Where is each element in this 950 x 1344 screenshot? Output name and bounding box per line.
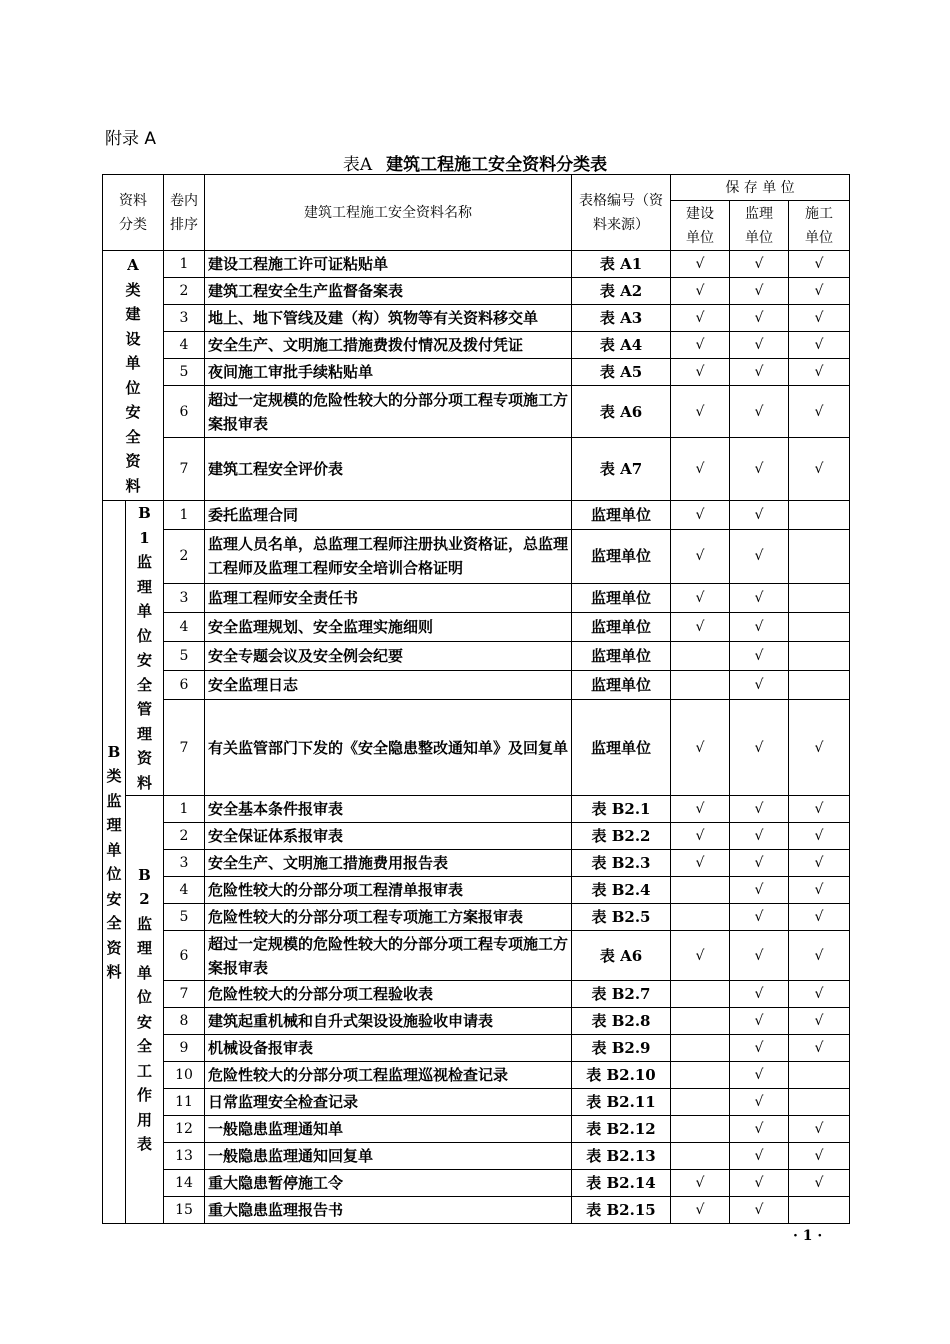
b2-row-1-name: 安全基本条件报审表 [205, 796, 572, 823]
b2-row-8-check-supervision: √ [730, 1008, 789, 1035]
b2-row-2-check-contractor: √ [789, 823, 850, 850]
b1-row-7-form-number: 监理单位 [572, 700, 671, 796]
a-row-4-form-number: 表 A4 [572, 332, 671, 359]
b1-row-5-order: 5 [164, 642, 205, 671]
b1-row-1-check-contractor [789, 501, 850, 530]
a-row-5-order: 5 [164, 359, 205, 386]
table-row [103, 501, 850, 530]
b2-row-14-form-number: 表 B2.14 [572, 1170, 671, 1197]
b2-row-11-form-number: 表 B2.11 [572, 1089, 671, 1116]
a-row-6-check-supervision: √ [730, 386, 789, 438]
a-row-2-name: 建筑工程安全生产监督备案表 [205, 278, 572, 305]
b2-row-1-check-supervision: √ [730, 796, 789, 823]
b2-row-12-name: 一般隐患监理通知单 [205, 1116, 572, 1143]
b1-row-2-form-number: 监理单位 [572, 530, 671, 584]
b1-row-5-check-supervision: √ [730, 642, 789, 671]
b1-row-7-check-contractor: √ [789, 700, 850, 796]
b2-row-10-order: 10 [164, 1062, 205, 1089]
b2-row-7-check-construction [671, 981, 730, 1008]
table-title [100, 150, 850, 175]
a-row-1-name: 建设工程施工许可证粘贴单 [205, 251, 572, 278]
table-row [103, 931, 850, 981]
b2-row-2-check-construction: √ [671, 823, 730, 850]
a-row-1-check-contractor: √ [789, 251, 850, 278]
b1-row-1-check-construction: √ [671, 501, 730, 530]
b1-row-3-check-construction: √ [671, 583, 730, 612]
table-row [103, 823, 850, 850]
a-row-3-check-contractor: √ [789, 305, 850, 332]
table-row [103, 359, 850, 386]
table-row [103, 700, 850, 796]
b2-row-8-name: 建筑起重机械和自升式架设设施验收申请表 [205, 1008, 572, 1035]
a-row-1-check-supervision: √ [730, 251, 789, 278]
b2-row-4-name: 危险性较大的分部分项工程清单报审表 [205, 877, 572, 904]
b1-row-7-name: 有关监管部门下发的《安全隐患整改通知单》及回复单 [205, 700, 572, 796]
header-unit-contractor: 施工单位 [789, 201, 850, 251]
b2-row-9-check-contractor: √ [789, 1035, 850, 1062]
a-row-6-order: 6 [164, 386, 205, 438]
table-row [103, 612, 850, 641]
b2-row-1-form-number: 表 B2.1 [572, 796, 671, 823]
b2-row-8-order: 8 [164, 1008, 205, 1035]
b2-row-13-order: 13 [164, 1143, 205, 1170]
b2-row-13-name: 一般隐患监理通知回复单 [205, 1143, 572, 1170]
table-row [103, 251, 850, 278]
header-category: 资料分类 [103, 175, 164, 251]
b1-row-3-name: 监理工程师安全责任书 [205, 583, 572, 612]
b2-row-11-check-contractor [789, 1089, 850, 1116]
b1-row-5-check-construction [671, 642, 730, 671]
b2-row-13-check-construction [671, 1143, 730, 1170]
b2-row-9-order: 9 [164, 1035, 205, 1062]
b1-row-4-name: 安全监理规划、安全监理实施细则 [205, 612, 572, 641]
a-row-5-check-supervision: √ [730, 359, 789, 386]
b2-row-15-check-supervision: √ [730, 1197, 789, 1224]
b2-row-10-check-contractor [789, 1062, 850, 1089]
b2-row-11-check-supervision: √ [730, 1089, 789, 1116]
table-row [103, 877, 850, 904]
table-row [103, 1116, 850, 1143]
appendix-label: 附录 A [105, 129, 157, 149]
b2-row-9-form-number: 表 B2.9 [572, 1035, 671, 1062]
b2-row-15-check-contractor [789, 1197, 850, 1224]
a-row-7-form-number: 表 A7 [572, 438, 671, 501]
a-row-1-check-construction: √ [671, 251, 730, 278]
b1-row-1-order: 1 [164, 501, 205, 530]
table-row [103, 1062, 850, 1089]
b1-row-4-check-construction: √ [671, 612, 730, 641]
b2-row-4-check-supervision: √ [730, 877, 789, 904]
b2-row-15-form-number: 表 B2.15 [572, 1197, 671, 1224]
b2-row-11-name: 日常监理安全检查记录 [205, 1089, 572, 1116]
b2-row-15-order: 15 [164, 1197, 205, 1224]
b2-row-5-order: 5 [164, 904, 205, 931]
b2-row-15-check-construction: √ [671, 1197, 730, 1224]
b2-row-4-check-construction [671, 877, 730, 904]
a-row-4-check-supervision: √ [730, 332, 789, 359]
table-row [103, 1089, 850, 1116]
a-row-6-name: 超过一定规模的危险性较大的分部分项工程专项施工方案报审表 [205, 386, 572, 438]
b2-row-13-form-number: 表 B2.13 [572, 1143, 671, 1170]
b2-row-9-check-construction [671, 1035, 730, 1062]
table-row [103, 796, 850, 823]
b1-row-4-form-number: 监理单位 [572, 612, 671, 641]
b2-row-12-check-contractor: √ [789, 1116, 850, 1143]
b2-row-8-form-number: 表 B2.8 [572, 1008, 671, 1035]
b1-row-2-check-supervision: √ [730, 530, 789, 584]
table-row [103, 1143, 850, 1170]
b2-row-8-check-contractor: √ [789, 1008, 850, 1035]
b2-row-8-check-construction [671, 1008, 730, 1035]
b2-row-1-order: 1 [164, 796, 205, 823]
table-row [103, 981, 850, 1008]
table-row [103, 583, 850, 612]
table-row [103, 642, 850, 671]
b2-row-4-order: 4 [164, 877, 205, 904]
b1-row-5-form-number: 监理单位 [572, 642, 671, 671]
header-unit-construction: 建设单位 [671, 201, 730, 251]
b2-row-15-name: 重大隐患监理报告书 [205, 1197, 572, 1224]
b2-row-10-check-supervision: √ [730, 1062, 789, 1089]
header-keep-units: 保 存 单 位 [671, 175, 850, 201]
page-number: · 1 · [793, 1228, 823, 1244]
a-row-3-check-construction: √ [671, 305, 730, 332]
b2-row-14-order: 14 [164, 1170, 205, 1197]
b2-row-4-form-number: 表 B2.4 [572, 877, 671, 904]
b1-row-3-check-contractor [789, 583, 850, 612]
b2-row-14-name: 重大隐患暂停施工令 [205, 1170, 572, 1197]
b2-row-5-check-supervision: √ [730, 904, 789, 931]
b2-row-6-order: 6 [164, 931, 205, 981]
b2-row-12-form-number: 表 B2.12 [572, 1116, 671, 1143]
b2-row-6-form-number: 表 A6 [572, 931, 671, 981]
a-row-1-order: 1 [164, 251, 205, 278]
table-row [103, 305, 850, 332]
a-row-2-order: 2 [164, 278, 205, 305]
a-row-5-check-contractor: √ [789, 359, 850, 386]
b2-row-7-name: 危险性较大的分部分项工程验收表 [205, 981, 572, 1008]
b1-row-7-check-construction: √ [671, 700, 730, 796]
table-row [103, 671, 850, 700]
a-row-2-form-number: 表 A2 [572, 278, 671, 305]
b1-row-3-form-number: 监理单位 [572, 583, 671, 612]
b2-row-14-check-contractor: √ [789, 1170, 850, 1197]
b1-row-3-order: 3 [164, 583, 205, 612]
b1-row-7-check-supervision: √ [730, 700, 789, 796]
b1-row-1-check-supervision: √ [730, 501, 789, 530]
b1-row-4-order: 4 [164, 612, 205, 641]
b1-row-5-name: 安全专题会议及安全例会纪要 [205, 642, 572, 671]
b2-row-13-check-supervision: √ [730, 1143, 789, 1170]
b2-row-2-name: 安全保证体系报审表 [205, 823, 572, 850]
b2-row-6-name: 超过一定规模的危险性较大的分部分项工程专项施工方案报审表 [205, 931, 572, 981]
a-row-4-check-construction: √ [671, 332, 730, 359]
b2-row-11-order: 11 [164, 1089, 205, 1116]
category-a: A类建设单位安全资料 [103, 251, 164, 501]
a-row-7-order: 7 [164, 438, 205, 501]
b1-row-3-check-supervision: √ [730, 583, 789, 612]
b2-row-9-name: 机械设备报审表 [205, 1035, 572, 1062]
a-row-5-form-number: 表 A5 [572, 359, 671, 386]
a-row-5-name: 夜间施工审批手续粘贴单 [205, 359, 572, 386]
safety-documents-table [102, 174, 850, 1224]
header-order: 卷内排序 [164, 175, 205, 251]
b2-row-6-check-construction: √ [671, 931, 730, 981]
table-row [103, 278, 850, 305]
a-row-4-order: 4 [164, 332, 205, 359]
a-row-3-check-supervision: √ [730, 305, 789, 332]
b1-row-2-check-construction: √ [671, 530, 730, 584]
a-row-6-check-contractor: √ [789, 386, 850, 438]
b2-row-11-check-construction [671, 1089, 730, 1116]
b1-row-7-order: 7 [164, 700, 205, 796]
b2-row-5-check-construction [671, 904, 730, 931]
table-row [103, 1170, 850, 1197]
subcategory-b2: B2监理单位安全工作用表 [126, 796, 164, 1224]
table-row [103, 1035, 850, 1062]
b2-row-1-check-construction: √ [671, 796, 730, 823]
b2-row-3-check-construction: √ [671, 850, 730, 877]
b1-row-5-check-contractor [789, 642, 850, 671]
table-code: 表A [342, 155, 373, 175]
table-row [103, 332, 850, 359]
b2-row-12-order: 12 [164, 1116, 205, 1143]
b2-row-7-check-supervision: √ [730, 981, 789, 1008]
b2-row-4-check-contractor: √ [789, 877, 850, 904]
a-row-3-order: 3 [164, 305, 205, 332]
b2-row-14-check-supervision: √ [730, 1170, 789, 1197]
b2-row-13-check-contractor: √ [789, 1143, 850, 1170]
b2-row-10-check-construction [671, 1062, 730, 1089]
b2-row-10-name: 危险性较大的分部分项工程监理巡视检查记录 [205, 1062, 572, 1089]
a-row-7-check-supervision: √ [730, 438, 789, 501]
b2-row-6-check-contractor: √ [789, 931, 850, 981]
a-row-4-check-contractor: √ [789, 332, 850, 359]
b2-row-1-check-contractor: √ [789, 796, 850, 823]
a-row-2-check-construction: √ [671, 278, 730, 305]
a-row-4-name: 安全生产、文明施工措施费拨付情况及拨付凭证 [205, 332, 572, 359]
b1-row-2-name: 监理人员名单，总监理工程师注册执业资格证，总监理工程师及监理工程师安全培训合格证明 [205, 530, 572, 584]
b2-row-2-check-supervision: √ [730, 823, 789, 850]
a-row-2-check-contractor: √ [789, 278, 850, 305]
table-title-text: 建筑工程施工安全资料分类表 [386, 155, 608, 175]
table-row [103, 386, 850, 438]
table-row [103, 1008, 850, 1035]
b1-row-2-order: 2 [164, 530, 205, 584]
b1-row-1-name: 委托监理合同 [205, 501, 572, 530]
b2-row-7-check-contractor: √ [789, 981, 850, 1008]
a-row-6-check-construction: √ [671, 386, 730, 438]
a-row-3-form-number: 表 A3 [572, 305, 671, 332]
b1-row-6-name: 安全监理日志 [205, 671, 572, 700]
b1-row-6-check-construction [671, 671, 730, 700]
b2-row-3-form-number: 表 B2.3 [572, 850, 671, 877]
b2-row-7-order: 7 [164, 981, 205, 1008]
a-row-7-name: 建筑工程安全评价表 [205, 438, 572, 501]
b1-row-6-order: 6 [164, 671, 205, 700]
b2-row-12-check-supervision: √ [730, 1116, 789, 1143]
b1-row-6-check-contractor [789, 671, 850, 700]
table-row [103, 438, 850, 501]
b1-row-6-form-number: 监理单位 [572, 671, 671, 700]
b2-row-2-order: 2 [164, 823, 205, 850]
a-row-2-check-supervision: √ [730, 278, 789, 305]
a-row-7-check-construction: √ [671, 438, 730, 501]
table-row [103, 904, 850, 931]
b2-row-12-check-construction [671, 1116, 730, 1143]
b2-row-9-check-supervision: √ [730, 1035, 789, 1062]
a-row-5-check-construction: √ [671, 359, 730, 386]
a-row-6-form-number: 表 A6 [572, 386, 671, 438]
b2-row-3-check-contractor: √ [789, 850, 850, 877]
b1-row-4-check-contractor [789, 612, 850, 641]
header-name: 建筑工程施工安全资料名称 [205, 175, 572, 251]
b1-row-6-check-supervision: √ [730, 671, 789, 700]
b2-row-14-check-construction: √ [671, 1170, 730, 1197]
category-b: B类监理单位安全资料 [103, 501, 126, 1224]
table-row [103, 850, 850, 877]
b2-row-5-form-number: 表 B2.5 [572, 904, 671, 931]
header-form: 表格编号（资料来源） [572, 175, 671, 251]
b2-row-7-form-number: 表 B2.7 [572, 981, 671, 1008]
b2-row-6-check-supervision: √ [730, 931, 789, 981]
b2-row-5-check-contractor: √ [789, 904, 850, 931]
table-row [103, 1197, 850, 1224]
b2-row-3-check-supervision: √ [730, 850, 789, 877]
a-row-7-check-contractor: √ [789, 438, 850, 501]
b2-row-10-form-number: 表 B2.10 [572, 1062, 671, 1089]
subcategory-b1: B1监理单位安全管理资料 [126, 501, 164, 796]
b1-row-1-form-number: 监理单位 [572, 501, 671, 530]
b2-row-3-name: 安全生产、文明施工措施费用报告表 [205, 850, 572, 877]
b2-row-5-name: 危险性较大的分部分项工程专项施工方案报审表 [205, 904, 572, 931]
header-unit-supervision: 监理单位 [730, 201, 789, 251]
b1-row-2-check-contractor [789, 530, 850, 584]
b1-row-4-check-supervision: √ [730, 612, 789, 641]
b2-row-3-order: 3 [164, 850, 205, 877]
a-row-1-form-number: 表 A1 [572, 251, 671, 278]
b2-row-2-form-number: 表 B2.2 [572, 823, 671, 850]
a-row-3-name: 地上、地下管线及建（构）筑物等有关资料移交单 [205, 305, 572, 332]
table-row [103, 530, 850, 584]
